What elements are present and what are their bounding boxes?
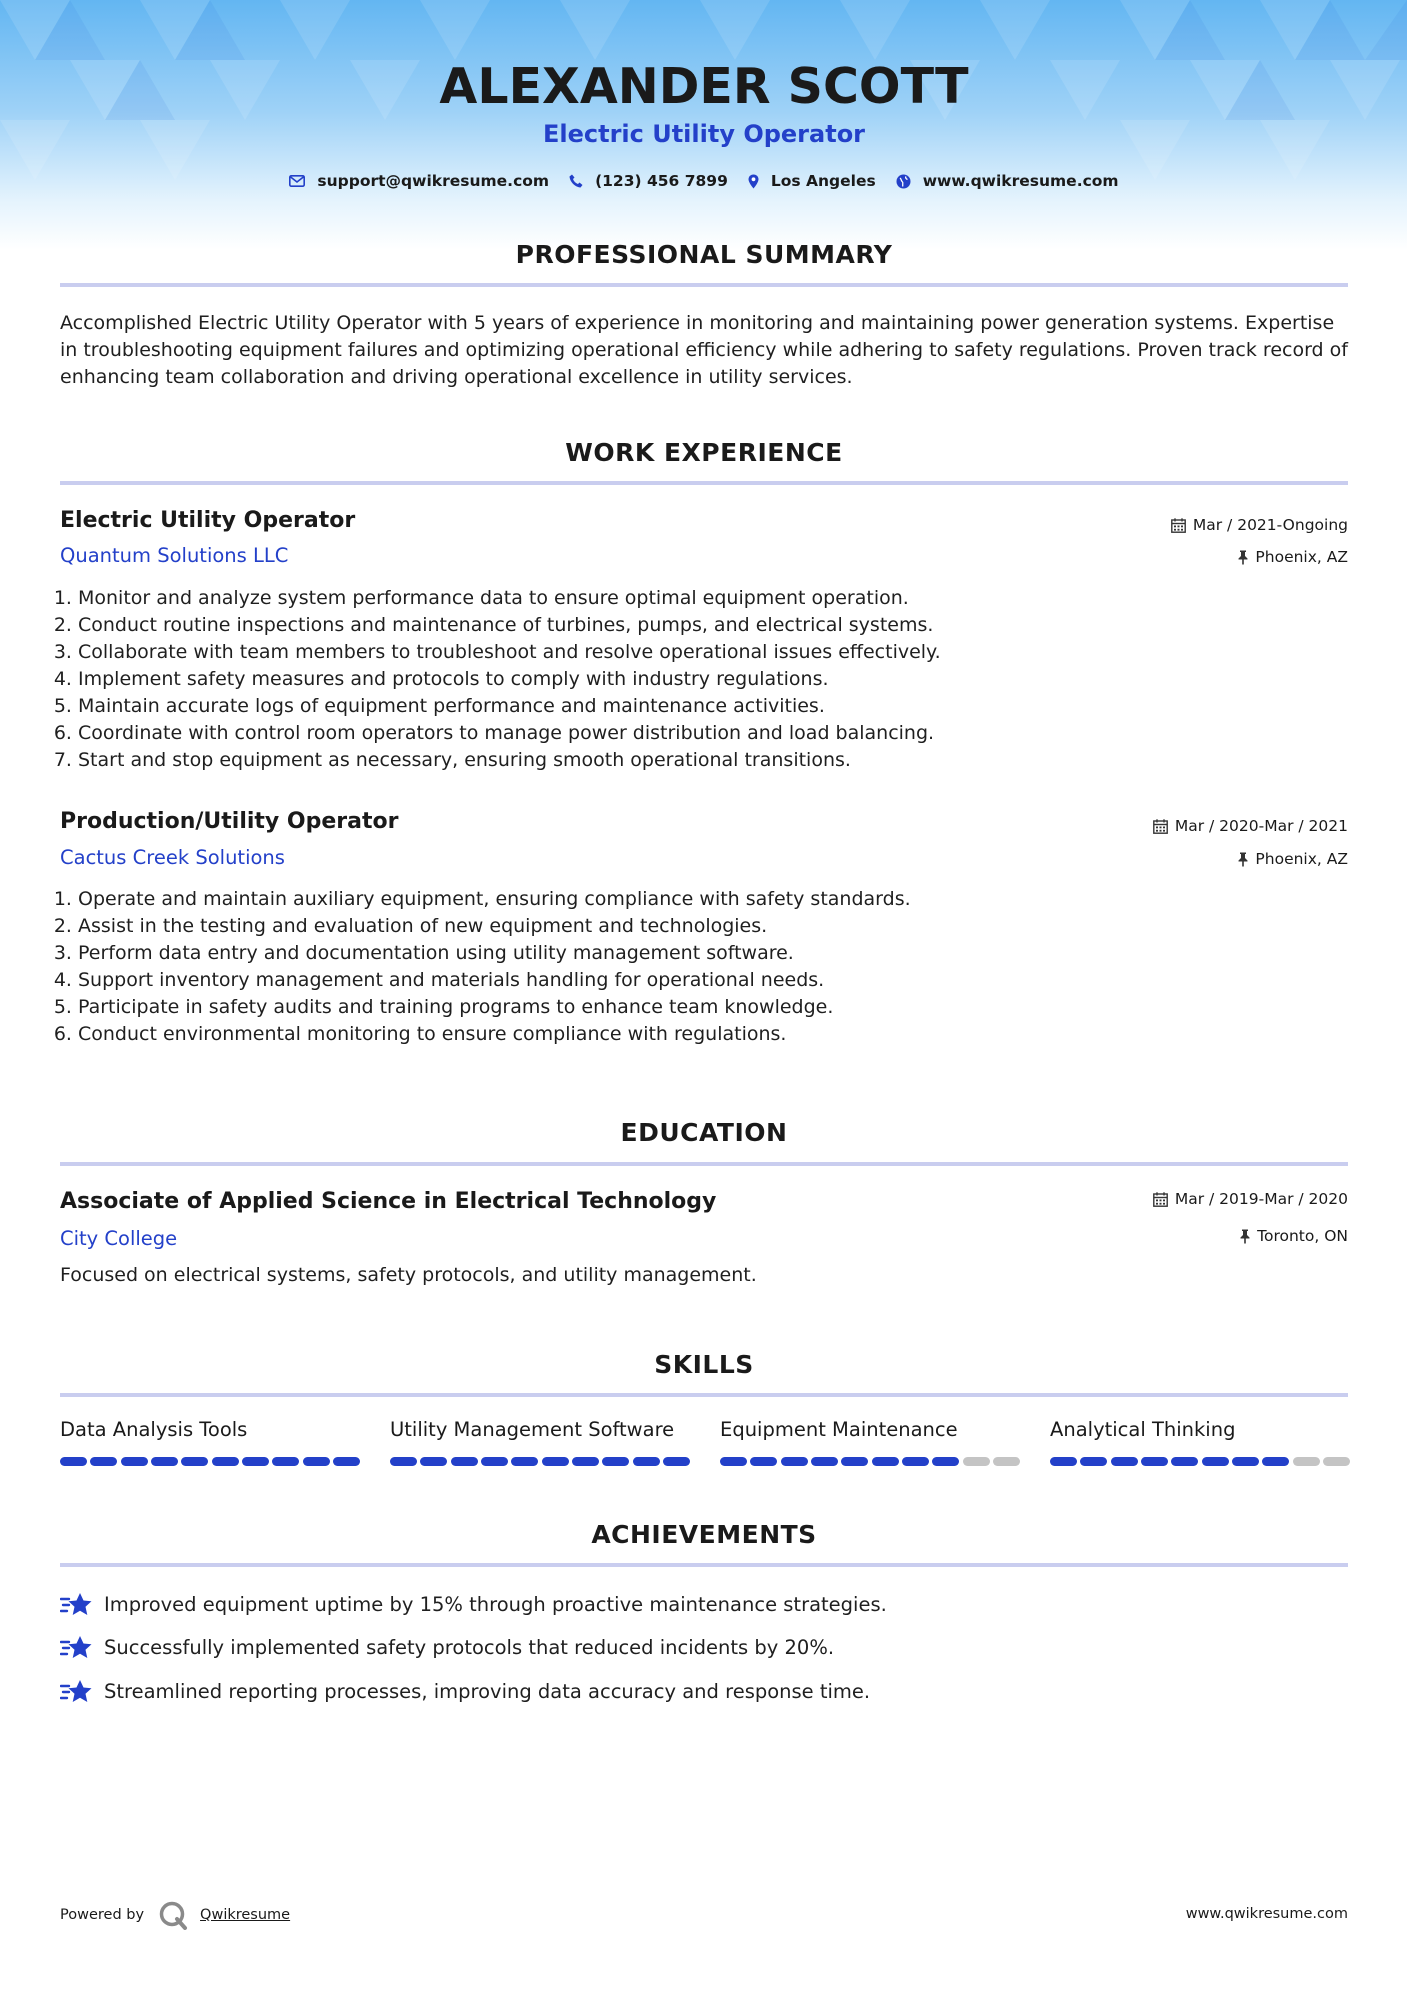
achievement-text: Successfully implemented safety protocols that reduced incidents by 20%.: [104, 1635, 835, 1659]
job-duties: [60, 585, 1348, 774]
skill-name: Equipment Maintenance: [720, 1418, 958, 1441]
footer-brand-link[interactable]: Qwikresume: [200, 1907, 291, 1923]
skill-dash-filled: [720, 1457, 747, 1466]
job-dates-text: Mar / 2021-Ongoing: [1192, 516, 1348, 534]
duty-item: 2. Conduct routine inspections and maintenance of turbines, pumps, and electrical systems.: [78, 612, 1348, 639]
skill-dash-filled: [1141, 1457, 1168, 1466]
duty-item: 2. Assist in the testing and evaluation of new equipment and technologies.: [78, 913, 1348, 940]
contact-phone[interactable]: [569, 172, 728, 190]
duty-item: 7. Start and stop equipment as necessary, ensuring smooth operational transitions.: [78, 747, 1348, 774]
job-location: [1238, 850, 1348, 868]
skill-dash-filled: [602, 1457, 629, 1466]
contact-website[interactable]: [896, 172, 1119, 190]
skill-dash-filled: [90, 1457, 117, 1466]
qwikresume-logo-icon: [158, 1900, 188, 1930]
skill-dash-filled: [872, 1457, 899, 1466]
duty-item: 4. Support inventory management and materials handling for operational needs.: [78, 967, 1348, 994]
skill-level-bar: [60, 1457, 360, 1466]
contact-website-text: www.qwikresume.com: [922, 172, 1119, 190]
skill-dash-filled: [633, 1457, 660, 1466]
calendar-icon: [1153, 1192, 1168, 1207]
job-dates: [1153, 817, 1348, 835]
pushpin-icon: [1240, 1229, 1250, 1244]
job-location-text: Phoenix, AZ: [1255, 850, 1348, 868]
skill-dash-filled: [663, 1457, 690, 1466]
skill-item: [60, 1418, 360, 1466]
skill-dash-filled: [781, 1457, 808, 1466]
experience-divider: [60, 481, 1348, 485]
skill-dash-filled: [333, 1457, 360, 1466]
skill-dash-filled: [212, 1457, 239, 1466]
skill-dash-filled: [542, 1457, 569, 1466]
skill-dash-empty: [1323, 1457, 1350, 1466]
skill-dash-filled: [151, 1457, 178, 1466]
education-dates: [1153, 1190, 1348, 1208]
duty-item: 3. Collaborate with team members to troubleshoot and resolve operational issues effectively.: [78, 639, 1348, 666]
skill-dash-filled: [750, 1457, 777, 1466]
skill-dash-filled: [481, 1457, 508, 1466]
job-dates: [1171, 516, 1348, 534]
skill-level-bar: [720, 1457, 1020, 1466]
skill-dash-filled: [511, 1457, 538, 1466]
job-location-text: Phoenix, AZ: [1255, 548, 1348, 566]
contact-email[interactable]: [289, 172, 549, 190]
education-location: [1240, 1227, 1348, 1245]
skill-dash-filled: [902, 1457, 929, 1466]
skill-dash-filled: [420, 1457, 447, 1466]
job-role: Electric Utility Operator: [60, 508, 356, 533]
skill-dash-filled: [1202, 1457, 1229, 1466]
duty-item: 6. Coordinate with control room operators to manage power distribution and load balancing.: [78, 720, 1348, 747]
skill-dash-empty: [1293, 1457, 1320, 1466]
achievement-item: [60, 1677, 870, 1705]
star-icon: [60, 1633, 92, 1661]
candidate-name: ALEXANDER SCOTT: [439, 58, 969, 115]
pushpin-icon: [1238, 550, 1248, 565]
skill-dash-filled: [932, 1457, 959, 1466]
achievement-text: Improved equipment uptime by 15% through proactive maintenance strategies.: [104, 1592, 887, 1616]
education-dates-text: Mar / 2019-Mar / 2020: [1174, 1190, 1348, 1208]
skill-dash-filled: [811, 1457, 838, 1466]
skill-item: [720, 1418, 1020, 1466]
map-pin-icon: [748, 174, 759, 189]
duty-item: 1. Monitor and analyze system performance data to ensure optimal equipment operation.: [78, 585, 1348, 612]
skill-dash-filled: [1171, 1457, 1198, 1466]
calendar-icon: [1153, 819, 1168, 834]
envelope-icon: [289, 175, 305, 187]
job-dates-text: Mar / 2020-Mar / 2021: [1174, 817, 1348, 835]
skill-dash-filled: [390, 1457, 417, 1466]
skill-level-bar: [390, 1457, 690, 1466]
candidate-title: Electric Utility Operator: [542, 120, 866, 148]
skill-dash-filled: [121, 1457, 148, 1466]
skill-level-bar: [1050, 1457, 1350, 1466]
experience-heading: WORK EXPERIENCE: [565, 438, 843, 467]
skill-item: [1050, 1418, 1350, 1466]
duty-item: 5. Participate in safety audits and training programs to enhance team knowledge.: [78, 994, 1348, 1021]
skills-heading: SKILLS: [654, 1350, 754, 1379]
skill-dash-filled: [303, 1457, 330, 1466]
job-duties: [60, 886, 1348, 1048]
education-school[interactable]: City College: [60, 1227, 178, 1250]
duty-item: 4. Implement safety measures and protocols to comply with industry regulations.: [78, 666, 1348, 693]
skill-dash-filled: [60, 1457, 87, 1466]
summary-text: Accomplished Electric Utility Operator with 5 years of experience in monitoring and maintaining power generation systems. Expertise in troubleshooting equipment failures and optimizing operational efficiency while adhering to safety regulations. Proven track record of enhancing team collaboration and driving operational excellence in utility services.: [60, 312, 1348, 388]
pushpin-icon: [1238, 852, 1248, 867]
job-location: [1238, 548, 1348, 566]
skill-dash-filled: [1080, 1457, 1107, 1466]
achievements-heading: ACHIEVEMENTS: [591, 1520, 817, 1549]
skill-dash-filled: [1111, 1457, 1138, 1466]
education-heading: EDUCATION: [620, 1118, 788, 1147]
phone-icon: [569, 174, 583, 188]
education-description: Focused on electrical systems, safety protocols, and utility management.: [60, 1264, 757, 1286]
duty-item: 6. Conduct environmental monitoring to ensure compliance with regulations.: [78, 1021, 1348, 1048]
skill-dash-filled: [1232, 1457, 1259, 1466]
skill-name: Analytical Thinking: [1050, 1418, 1236, 1441]
contact-bar: [60, 172, 1348, 190]
contact-location: [748, 172, 876, 190]
education-location-text: Toronto, ON: [1257, 1227, 1348, 1245]
skill-item: [390, 1418, 690, 1466]
skill-dash-filled: [451, 1457, 478, 1466]
skill-dash-empty: [993, 1457, 1020, 1466]
education-degree: Associate of Applied Science in Electrical Technology: [60, 1189, 717, 1214]
skill-dash-filled: [272, 1457, 299, 1466]
duty-item: 3. Perform data entry and documentation using utility management software.: [78, 940, 1348, 967]
footer-powered-by: [60, 1900, 290, 1930]
skill-dash-filled: [181, 1457, 208, 1466]
contact-phone-text: (123) 456 7899: [595, 172, 728, 190]
contact-location-text: Los Angeles: [770, 172, 876, 190]
star-icon: [60, 1590, 92, 1618]
skill-name: Data Analysis Tools: [60, 1418, 248, 1441]
job-role: Production/Utility Operator: [60, 809, 399, 834]
skill-dash-filled: [1262, 1457, 1289, 1466]
job-company[interactable]: Quantum Solutions LLC: [60, 544, 289, 567]
calendar-icon: [1171, 518, 1186, 533]
achievement-text: Streamlined reporting processes, improving data accuracy and response time.: [104, 1679, 871, 1703]
skill-dash-filled: [242, 1457, 269, 1466]
skill-dash-empty: [963, 1457, 990, 1466]
education-divider: [60, 1162, 1348, 1166]
job-company[interactable]: Cactus Creek Solutions: [60, 846, 285, 869]
skill-dash-filled: [572, 1457, 599, 1466]
star-icon: [60, 1677, 92, 1705]
achievement-item: [60, 1590, 887, 1618]
skill-name: Utility Management Software: [390, 1418, 675, 1441]
summary-heading: PROFESSIONAL SUMMARY: [515, 240, 893, 269]
duty-item: 5. Maintain accurate logs of equipment performance and maintenance activities.: [78, 693, 1348, 720]
achievement-item: [60, 1633, 834, 1661]
footer-website[interactable]: www.qwikresume.com: [1185, 1906, 1348, 1922]
powered-by-label: Powered by: [60, 1907, 145, 1923]
achievements-divider: [60, 1563, 1348, 1567]
contact-email-text: support@qwikresume.com: [317, 172, 550, 190]
skill-dash-filled: [1050, 1457, 1077, 1466]
skill-dash-filled: [841, 1457, 868, 1466]
duty-item: 1. Operate and maintain auxiliary equipment, ensuring compliance with safety standards.: [78, 886, 1348, 913]
summary-divider: [60, 283, 1348, 287]
globe-icon: [896, 174, 911, 189]
skills-divider: [60, 1393, 1348, 1397]
